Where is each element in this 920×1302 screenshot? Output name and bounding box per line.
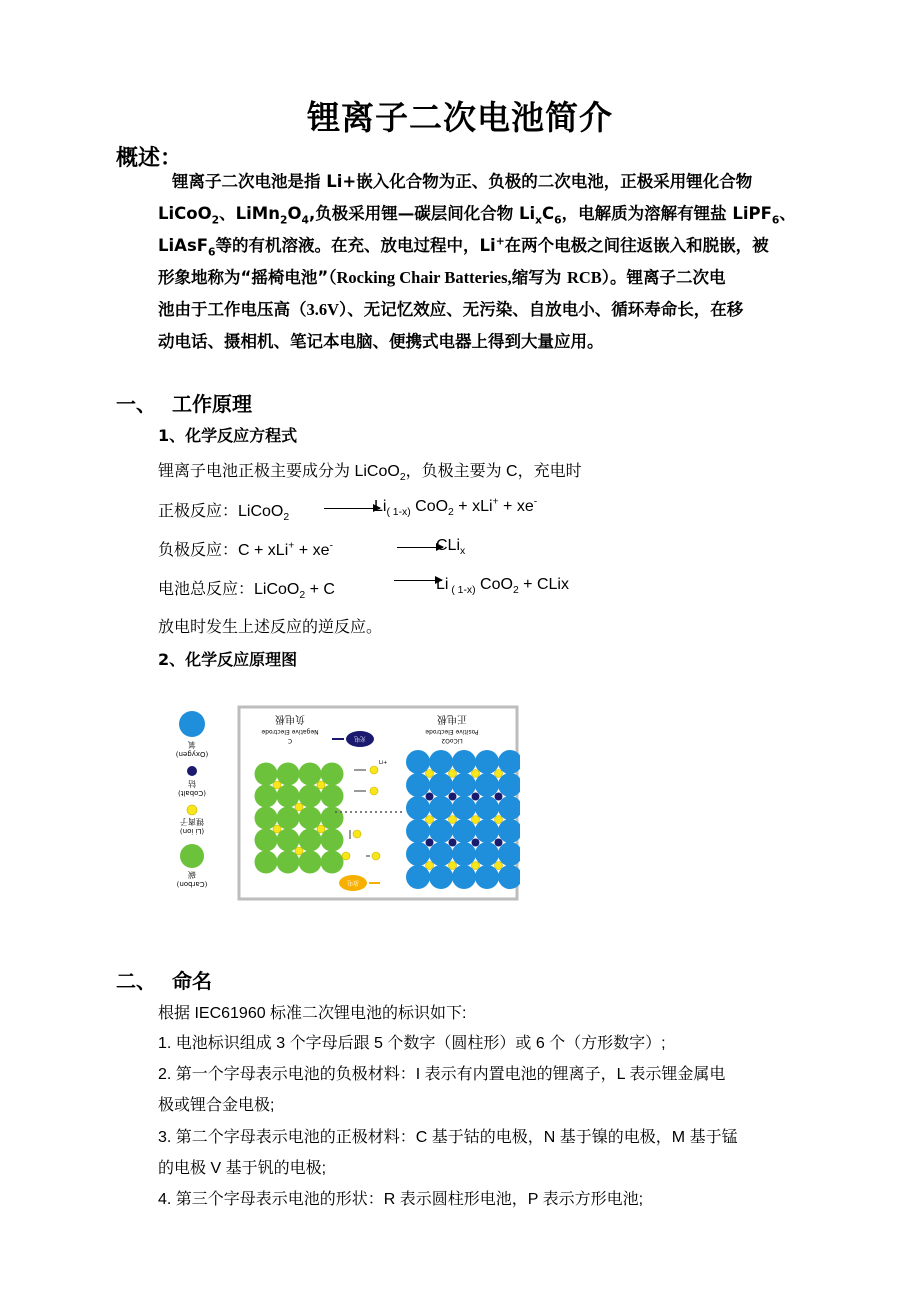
li-ion [426,816,434,824]
positive-electrode-en: Positive Electrode [425,728,479,735]
naming-item-4: 4. 第三个字母表示电池的形状：R 表示圆柱形电池，P 表示方形电池; [158,1191,644,1208]
oxygen-atom [406,750,430,774]
li-ion [449,770,457,778]
naming-item-3-cont: 的电极 V 基于钒的电极; [158,1160,327,1177]
subheading-diagram: 2、化学反应原理图 [158,650,298,669]
cobalt-atom [426,839,434,847]
li-ion [342,852,350,860]
legend-cobalt: 钴 [188,779,196,788]
naming-item-3: 3. 第二个字母表示电池的正极材料：C 基于钴的电极，N 基于镍的电极，M 基于锰 [158,1129,738,1146]
positive-reaction-arrow [324,508,380,509]
oxygen-atom [475,796,499,820]
li-ion-legend-icon [187,805,197,815]
li-ion [273,781,281,789]
oxygen-atom [475,819,499,843]
naming-item-1: 1. 电池标识组成 3 个字母后跟 5 个数字（圆柱形）或 6 个（方形数字）; [158,1035,666,1052]
legend-oxygen: 氧 [188,740,196,749]
section-2-heading: 二、 命名 [116,969,212,993]
total-reaction-arrow [394,580,442,581]
li-ion [370,787,378,795]
negative-electrode-c: C [287,737,293,744]
cobalt-atom [472,793,480,801]
li-label: Li+ [379,760,388,766]
negative-reaction-right: CLi$_x$ [436,537,466,558]
overview-line-5: 池由于工作电压高（3.6V）、无记忆效应、无污染、自放电小、循环寿命长，在移 [158,300,744,319]
li-ion [295,803,303,811]
oxygen-atom [429,796,453,820]
positive-reaction-left: 正极反应：LiCoO$_2$ [158,503,290,524]
total-reaction-left: 电池总反应：LiCoO$_2$ + C [158,581,335,602]
total-reaction-right: Li $_{( 1-x)}$ CoO$_2$ + CLix [436,576,569,597]
positive-reaction-right: $Li_{( 1-x)}$ CoO$_2$ + xLi+ + xe- [374,496,538,519]
oxygen-atom [406,842,430,866]
overview-line-6: 动电话、摄相机、笔记本电脑、便携式电器上得到大量应用。 [158,332,604,351]
cobalt-atom [495,793,503,801]
oxygen-atom [429,773,453,797]
oxygen-atom [475,750,499,774]
li-ion [317,825,325,833]
legend-carbon: 碳 [188,870,196,879]
li-ion [495,770,503,778]
positive-electrode-label: 正电极 [437,713,467,724]
page-title: 锂离子二次电池简介 [307,98,613,137]
cobalt-atom [449,839,457,847]
cobalt-atom [472,839,480,847]
legend-carbon-en: (Carbon) [176,880,208,888]
li-ion [449,816,457,824]
negative-reaction-left: 负极反应：C + xLi+ + xe- [158,540,333,559]
section-1-heading: 一、 工作原理 [116,392,252,416]
li-ion [353,830,361,838]
cobalt-atom [449,793,457,801]
oxygen-atom [452,750,476,774]
oxygen-atom [475,865,499,889]
naming-item-2: 2. 第一个字母表示电池的负极材料：I 表示有内置电池的锂离子，L 表示锂金属电 [158,1066,726,1083]
oxygen-atom [429,819,453,843]
li-ion [295,847,303,855]
li-ion [426,770,434,778]
oxygen-atom [452,796,476,820]
li-ion [495,816,503,824]
positive-electrode-f: LiCoO2 [441,737,463,744]
li-ion [495,862,503,870]
negative-electrode-en: Negative Electrode [261,728,319,735]
oxygen-atom [475,842,499,866]
overview-line-4: 形象地称为“摇椅电池”（Rocking Chair Batteries,缩写为 RCB）。锂离子二次电 [158,268,726,287]
li-ion [449,862,457,870]
oxygen-atom [406,865,430,889]
cobalt-atom [495,839,503,847]
li-ion [317,781,325,789]
oxygen-atom [429,750,453,774]
oxygen-legend-icon [179,711,205,737]
carbon-atom [255,851,278,874]
oxygen-atom [452,842,476,866]
cobalt-legend-icon [187,766,197,776]
li-ion [472,770,480,778]
li-ion [372,852,380,860]
overview-heading: 概述： [116,146,183,171]
carbon-legend-icon [180,844,204,868]
charge-badge-label: 充电 [353,735,367,742]
oxygen-atom [452,865,476,889]
carbon-atom [321,851,344,874]
overview-line-2: LiCoO$_2$、$LiMn_2O_4$,负极采用锂—碳层间化合物 $Li_xC_6$，电解质为溶解有锂盐 LiPF$_6$、 [158,204,796,227]
oxygen-atom [406,773,430,797]
li-ion [370,766,378,774]
negative-electrode-label: 负电极 [275,713,305,724]
oxygen-atom [429,842,453,866]
naming-intro: 根据 IEC61960 标准二次锂电池的标识如下: [158,1005,467,1022]
legend-li-ion: 锂离子 [180,817,204,826]
reaction-diagram [170,702,520,902]
overview-line-3: LiAsF$_6$等的有机溶液。在充、放电过程中，Li+在两个电极之间往返嵌入和脱嵌，被 [158,234,769,259]
overview-line-1: 锂离子二次电池是指 Li+嵌入化合物为正、负极的二次电池，正极采用锂化合物 [172,172,753,191]
oxygen-atom [406,796,430,820]
naming-item-2-cont: 极或锂合金电极; [158,1097,275,1114]
oxygen-atom [429,865,453,889]
cobalt-atom [426,793,434,801]
li-ion [472,862,480,870]
oxygen-atom [452,819,476,843]
discharge-note: 放电时发生上述反应的逆反应。 [158,619,383,636]
oxygen-atom [452,773,476,797]
intro-text: 锂离子电池正极主要成分为 LiCoO$_2$，负极主要为 C，充电时 [158,463,582,484]
li-ion [273,825,281,833]
legend-li-ion-en: (Li ion) [179,827,205,835]
li-ion [472,816,480,824]
li-ion [426,862,434,870]
legend-oxygen-en: (Oxygen) [175,750,209,758]
oxygen-atom [406,819,430,843]
oxygen-atom [475,773,499,797]
subheading-equations: 1、化学反应方程式 [158,426,298,445]
legend-cobalt-en: (Cobalt) [177,789,207,797]
discharge-badge-label: 放电 [346,879,360,886]
